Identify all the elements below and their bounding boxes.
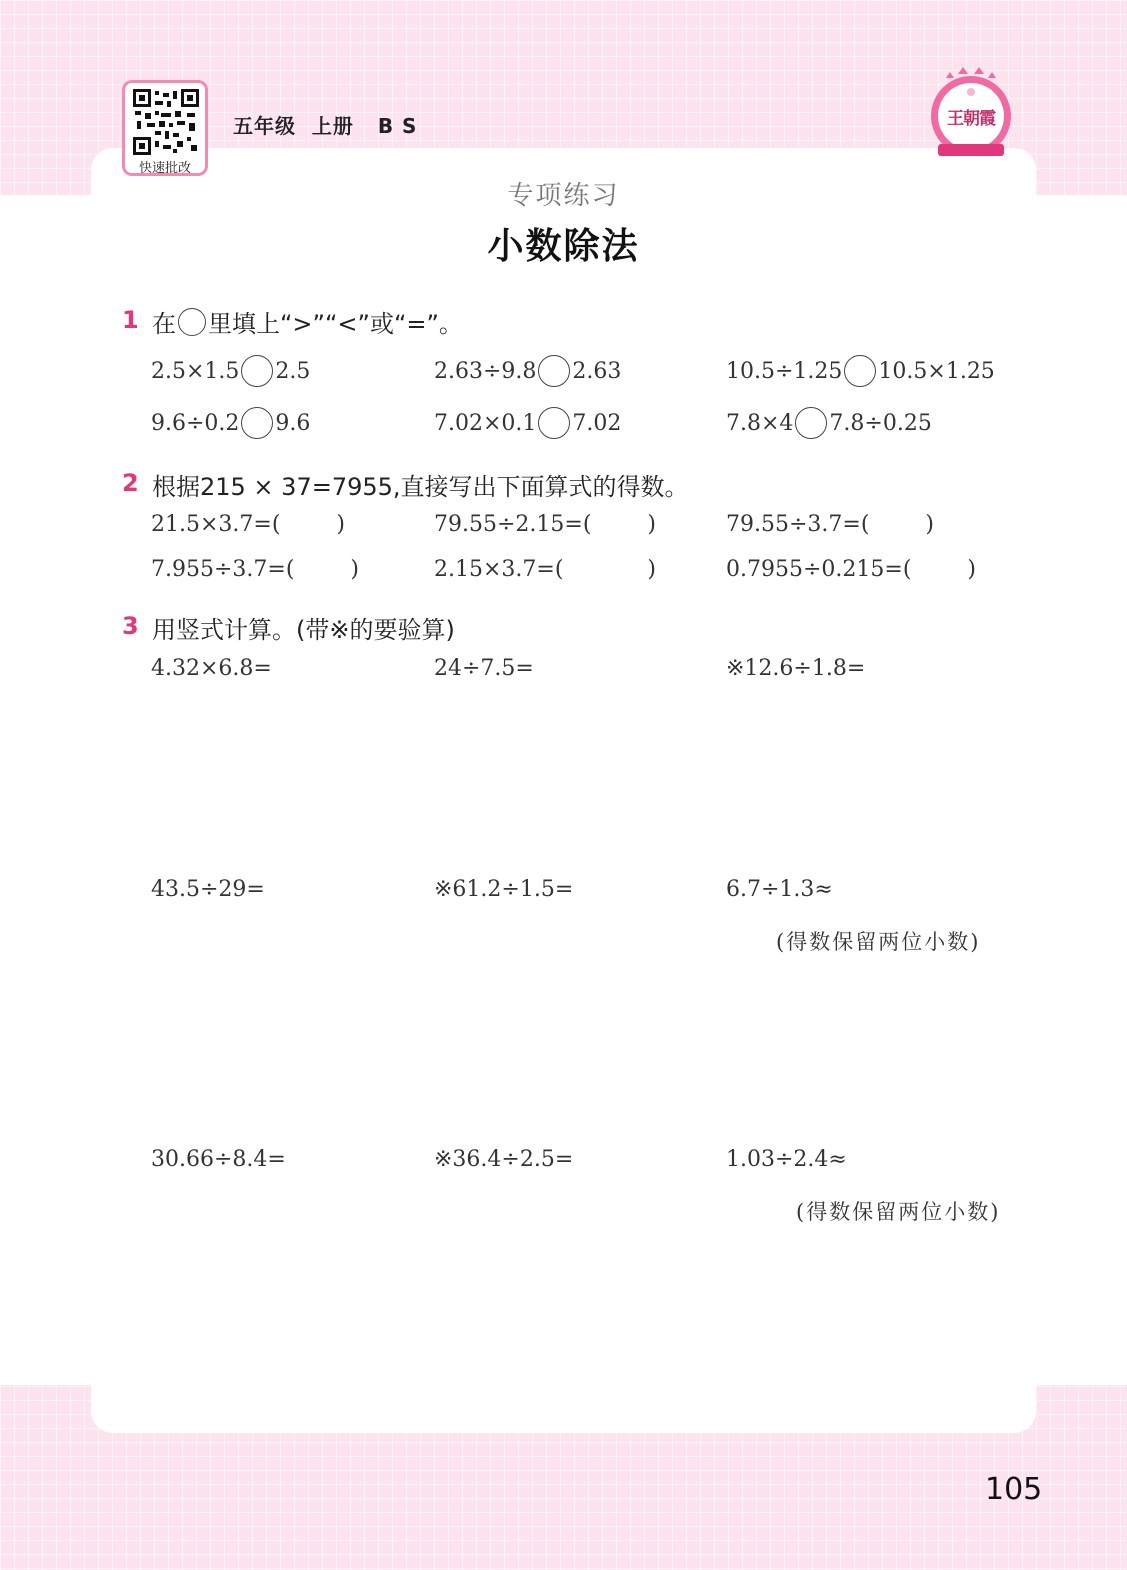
compare-circle-icon bbox=[178, 308, 206, 336]
q2-item-6[interactable]: 0.7955÷0.215=( ) bbox=[726, 557, 976, 582]
grade-label: 五年级 上册 B S bbox=[233, 114, 418, 138]
q3-item-4[interactable]: 43.5÷29= bbox=[151, 877, 265, 902]
answer-circle[interactable] bbox=[538, 407, 570, 439]
rounding-note-1: (得数保留两位小数) bbox=[776, 930, 981, 954]
page-number: 105 bbox=[985, 1472, 1043, 1507]
q1-item-2-left: 2.63÷9.8 bbox=[434, 358, 537, 384]
q3-item-2[interactable]: 24÷7.5= bbox=[434, 656, 534, 681]
question-2-number: 2 bbox=[122, 469, 139, 497]
rounding-note-2: (得数保留两位小数) bbox=[796, 1200, 1001, 1224]
q1-item-2-right: 2.63 bbox=[572, 358, 622, 384]
worksheet-card bbox=[91, 148, 1036, 1433]
q1-item-1-left: 2.5×1.5 bbox=[151, 358, 240, 384]
q1-item-4 bbox=[151, 407, 310, 439]
q1-item-3 bbox=[726, 355, 995, 387]
q1-item-5-right: 7.02 bbox=[572, 410, 622, 436]
answer-circle[interactable] bbox=[795, 407, 827, 439]
q3-item-7[interactable]: 30.66÷8.4= bbox=[151, 1147, 286, 1172]
question-3-number: 3 bbox=[122, 612, 139, 640]
answer-circle[interactable] bbox=[844, 355, 876, 387]
q1-item-2 bbox=[434, 355, 621, 387]
q3-item-5[interactable]: ※61.2÷1.5= bbox=[434, 877, 574, 902]
question-1-number: 1 bbox=[122, 306, 139, 334]
question-1-prompt bbox=[152, 304, 463, 339]
q2-item-2[interactable]: 79.55÷2.15=( ) bbox=[434, 512, 656, 537]
q3-item-6[interactable]: 6.7÷1.3≈ bbox=[726, 877, 833, 902]
q1-item-3-right: 10.5×1.25 bbox=[878, 358, 995, 384]
q1-item-6 bbox=[726, 407, 932, 439]
qr-label: 快速批改 bbox=[138, 161, 191, 176]
question-2-prompt: 根据215 × 37=7955,直接写出下面算式的得数。 bbox=[152, 473, 689, 501]
q2-item-4[interactable]: 7.955÷3.7=( ) bbox=[151, 557, 359, 582]
qr-code-icon bbox=[133, 89, 199, 155]
q3-item-9[interactable]: 1.03÷2.4≈ bbox=[726, 1147, 847, 1172]
q1-item-3-left: 10.5÷1.25 bbox=[726, 358, 843, 384]
page-title: 小数除法 bbox=[487, 226, 640, 267]
section-subtitle: 专项练习 bbox=[507, 181, 620, 211]
question-3-prompt: 用竖式计算。(带※的要验算) bbox=[152, 616, 455, 644]
q1-item-5-left: 7.02×0.1 bbox=[434, 410, 537, 436]
q1-item-4-left: 9.6÷0.2 bbox=[151, 410, 240, 436]
q1-item-6-right: 7.8÷0.25 bbox=[829, 410, 932, 436]
answer-circle[interactable] bbox=[241, 407, 273, 439]
q3-item-3[interactable]: ※12.6÷1.8= bbox=[726, 656, 866, 681]
question-1-text-b: 里填上“>”“<”或“=”。 bbox=[208, 310, 463, 338]
question-1-text-a: 在 bbox=[152, 310, 176, 338]
qr-code-box[interactable] bbox=[122, 80, 208, 176]
q3-item-8[interactable]: ※36.4÷2.5= bbox=[434, 1147, 574, 1172]
q1-item-4-right: 9.6 bbox=[275, 410, 311, 436]
q1-item-6-left: 7.8×4 bbox=[726, 410, 794, 436]
brand-logo-text: 王朝霞 bbox=[947, 109, 995, 129]
q2-item-5[interactable]: 2.15×3.7=( ) bbox=[434, 557, 656, 582]
q1-item-1 bbox=[151, 355, 310, 387]
answer-circle[interactable] bbox=[538, 355, 570, 387]
q2-item-3[interactable]: 79.55÷3.7=( ) bbox=[726, 512, 934, 537]
answer-circle[interactable] bbox=[241, 355, 273, 387]
q3-item-1[interactable]: 4.32×6.8= bbox=[151, 656, 272, 681]
q1-item-1-right: 2.5 bbox=[275, 358, 311, 384]
q2-item-1[interactable]: 21.5×3.7=( ) bbox=[151, 512, 345, 537]
q1-item-5 bbox=[434, 407, 621, 439]
